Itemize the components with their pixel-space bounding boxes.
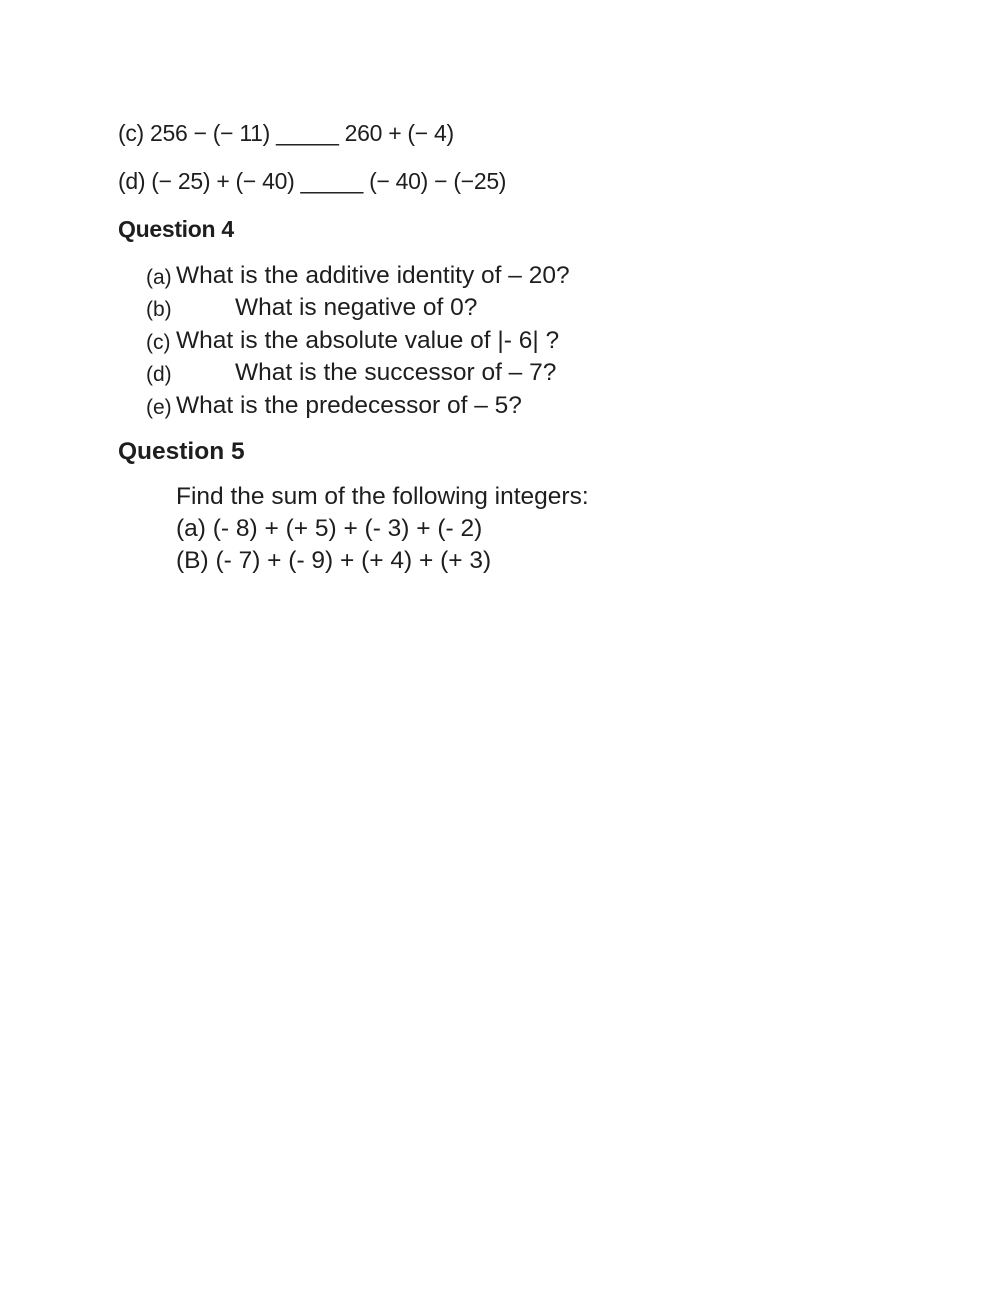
question-3-item-c: (c) 256 − (− 11) _____ 260 + (− 4) — [118, 120, 454, 146]
item-text: What is the successor of – 7? — [235, 359, 557, 386]
item-label: (b) — [146, 298, 172, 321]
item-label: (e) — [146, 396, 172, 419]
question-4-heading: Question 4 — [118, 216, 234, 242]
item-text: What is the additive identity of – 20? — [176, 262, 570, 289]
item-label: (c) — [146, 331, 171, 354]
item-label: (d) — [146, 363, 172, 386]
question-5-item-b: (B) (- 7) + (- 9) + (+ 4) + (+ 3) — [176, 547, 492, 574]
question-3-item-d: (d) (− 25) + (− 40) _____ (− 40) − (−25) — [118, 168, 507, 194]
question-5-instruction: Find the sum of the following integers: — [176, 483, 589, 510]
item-text: What is the predecessor of – 5? — [176, 392, 522, 419]
item-text: What is negative of 0? — [235, 294, 478, 321]
item-text: What is the absolute value of |- 6| ? — [176, 327, 560, 354]
item-label: (a) — [146, 266, 172, 289]
question-5-item-a: (a) (- 8) + (+ 5) + (- 3) + (- 2) — [176, 515, 483, 542]
question-5-heading: Question 5 — [118, 438, 245, 465]
